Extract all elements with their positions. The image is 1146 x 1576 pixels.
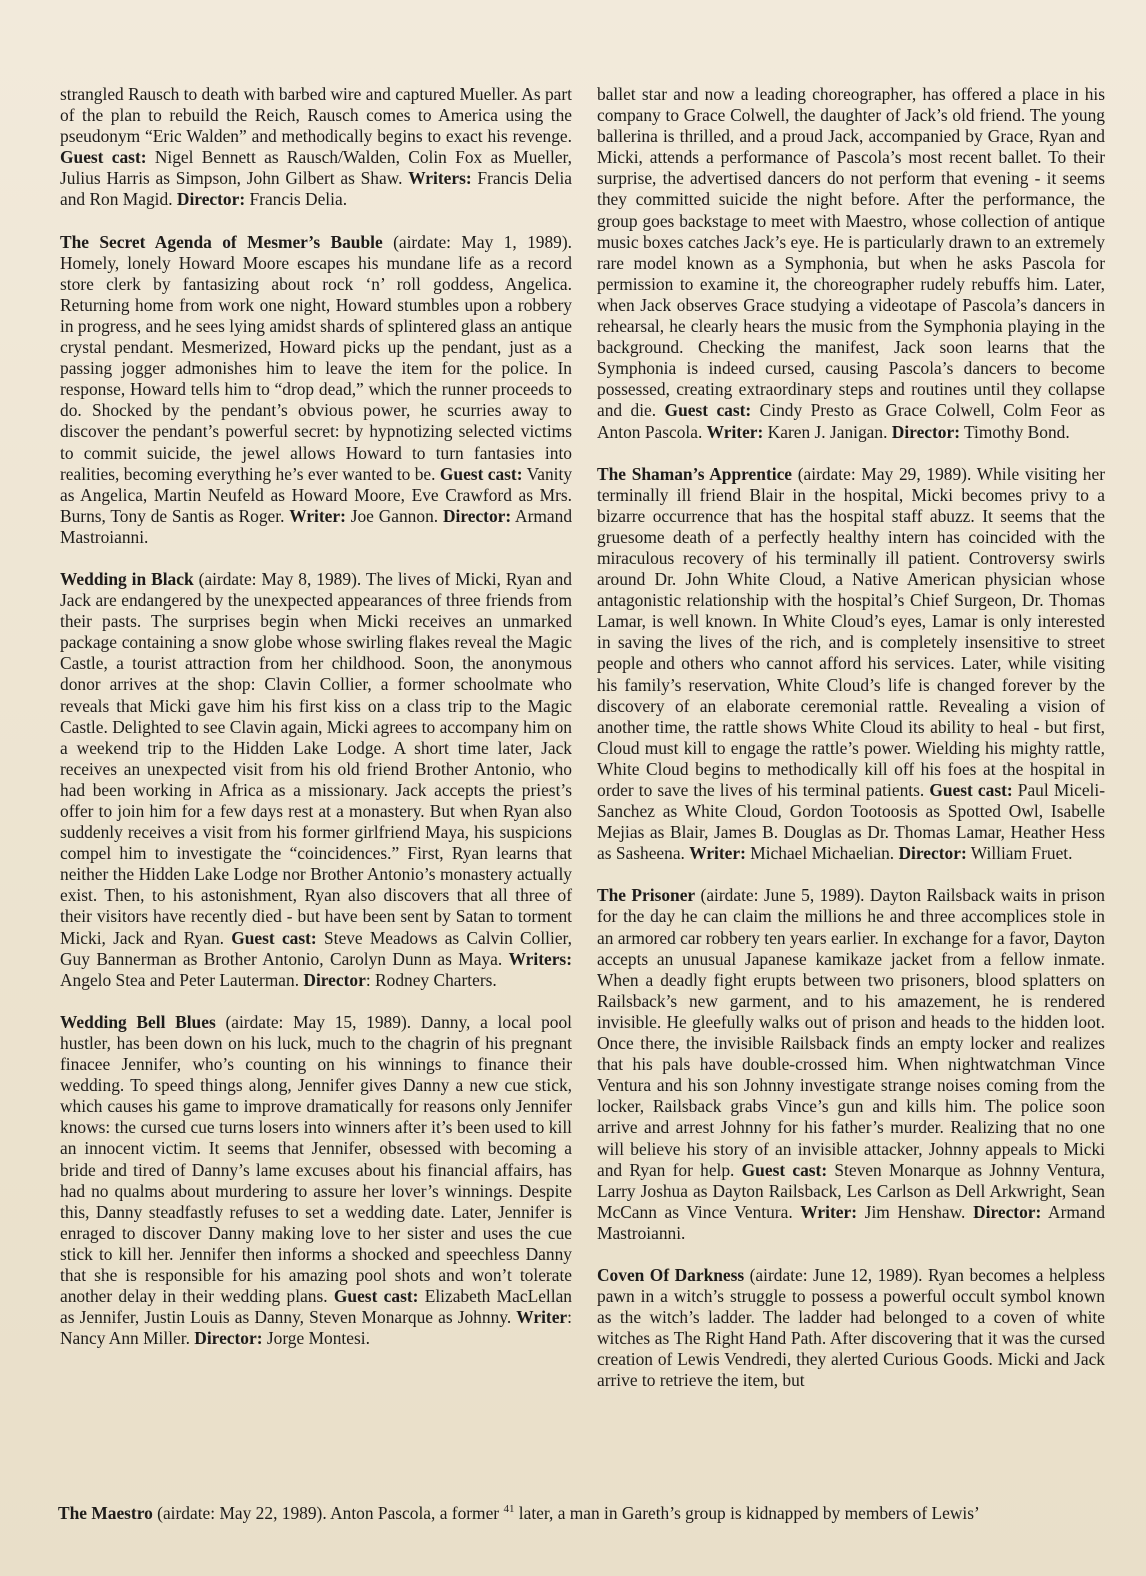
guest-cast-label: Guest cast: <box>333 1286 419 1307</box>
director-text: Francis Delia. <box>245 189 348 210</box>
page-number: 41 <box>503 1503 515 1515</box>
director-text: Armand Mastroianni. <box>60 505 573 547</box>
writers-text: Angelo Stea and Peter Lauterman. <box>60 969 304 990</box>
episode-the-prisoner <box>597 885 1105 1244</box>
guest-cast-text: Elizabeth MacLellan as Jennifer, Justin Louis as Danny, Steven Monarque as Johnny. <box>60 1286 572 1328</box>
writer-label: Writer: <box>289 505 346 526</box>
writer-text: Karen J. Janigan. <box>763 421 892 442</box>
guest-cast-text: Vanity as Angelica, Martin Neufeld as Howard Moore, Eve Crawford as Mrs. Burns, Tony de Santis as Roger. <box>60 463 573 526</box>
writer-label: Writer: <box>800 1201 857 1222</box>
guest-cast-text: Steve Meadows as Calvin Collier, Guy Bannerman as Brother Antonio, Carolyn Dunn as Maya. <box>60 927 572 969</box>
director-text: Armand Mastroianni. <box>597 1201 1106 1243</box>
episode-coven-of-darkness <box>597 1265 1105 1392</box>
writer-label: Writer: <box>706 421 764 442</box>
episode-title: Wedding in Black <box>60 568 194 589</box>
episode-rausch-continued <box>60 84 572 211</box>
writer-text: : Nancy Ann Miller. <box>60 1307 572 1349</box>
director-label: Director: <box>973 1201 1042 1222</box>
guest-cast-label: Guest cast: <box>231 927 317 948</box>
episode-title: The Prisoner <box>597 885 696 906</box>
episode-text: (airdate: May 8, 1989). The lives of Micki, Ryan and Jack are endangered by the unexpected appearances of three friends from their pasts. The surprises begin when Micki receives an unmarked package containing a snow globe whose swirling flakes reveal the Magic Castle, a tourist attraction from her childhood. Soon, the anonymous donor arrives at the shop: Clavin Collier, a former schoolmate who reveals that Micki gave him his first kiss on a class trip to the Magic Castle. Delighted to see Clavin again, Micki agrees to accompany him on a weekend trip to the Hidden Lake Lodge. A short time later, Jack receives an unexpected visit from his old friend Brother Antonio, who had been working in Africa as a missionary. Jack accepts the priest’s offer to join him for a few days rest at a monastery. But when Ryan also suddenly receives a visit from his former girlfriend Maya, his suspicions compel him to investigate the “coincidences.” First, Ryan learns that neither the Hidden Lake Lodge nor Brother Antonio’s monastery actually exist. Then, to his astonishment, Ryan also discovers that all three of their visitors have recently died - but have been sent by Satan to torment Micki, Jack and Ryan. <box>60 568 572 948</box>
episode-title-maestro: The Maestro <box>58 1502 153 1523</box>
guest-cast-label: Guest cast: <box>741 1159 828 1180</box>
episode-mesmers-bauble <box>60 232 572 548</box>
director-label: Director <box>303 969 366 990</box>
director-label: Director: <box>898 843 967 864</box>
episode-text: (airdate: June 5, 1989). Dayton Railsback waits in prison for the day he can claim the millions he and three accomplices stole in an armored car robbery ten years earlier. In exchange for a favor, Dayton accepts an unusual Japanese kamikaze jacket from a fellow inmate. When a deadly fight erupts between two prisoners, blood splatters on Railsback’s new garment, and to his amazement, he is rendered invisible. He gleefully walks out of prison and heads to the hidden loot. Once there, the invisible Railsback finds an empty locker and realizes that his pals have double-crossed him. When nightwatchman Vince Ventura and his son Johnny investigate strange noises coming from the locker, Railsback grabs Vince’s gun and kills him. The police soon arrive and arrest Johnny for his father’s murder. Realizing that no one will believe his story of an invisible attacker, Johnny appeals to Micki and Ryan for help. <box>597 885 1105 1180</box>
episode-wedding-bell-blues <box>60 1012 572 1350</box>
writer-text: Michael Michaelian. <box>745 843 899 864</box>
episode-title: The Shaman’s Apprentice <box>597 463 793 484</box>
coven-continued-text: later, a man in Gareth’s group is kidnapped by members of Lewis’ <box>514 1502 980 1523</box>
director-label: Director: <box>194 1328 263 1349</box>
writers-text: Francis Delia and Ron Magid. <box>60 168 572 210</box>
episode-text: (airdate: May 15, 1989). Danny, a local pool hustler, has been down on his luck, much to the chagrin of his pregnant finacee Jennifer, who’s counting on his winnings to finance their wedding. To speed things along, Jennifer gives Danny a new cue stick, which causes his game to improve dramatically for reasons only Jennifer knows: the cursed cue turns losers into winners after it’s been used to kill an innocent victim. It seems that Jennifer, obsessed with becoming a bride and tired of Danny’s lame excuses about his financial affairs, has had no qualms about murdering to assure her lover’s winnings. Despite this, Danny steadfastly refuses to set a wedding date. Later, Jennifer is enraged to discover Danny making love to her sister and uses the cue stick to kill her. Jennifer then informs a shocked and speechless Danny that she is responsible for his amazing pool shots and won’t tolerate another delay in their wedding plans. <box>60 1011 572 1307</box>
writer-label: Writer <box>516 1307 568 1328</box>
writer-text: Joe Gannon. <box>345 505 443 526</box>
episode-wedding-in-black <box>60 569 572 991</box>
guest-cast-label: Guest cast: <box>60 147 147 168</box>
episode-maestro-continued <box>597 84 1105 443</box>
director-text: Jorge Montesi. <box>262 1328 370 1349</box>
guest-cast-text: Paul Miceli-Sanchez as White Cloud, Gordon Tootoosis as Spotted Owl, Isabelle Mejias as Blair, James B. Douglas as Dr. Thomas Lamar, Heather Hess as Sasheena. <box>597 780 1106 864</box>
writer-text: Jim Henshaw. <box>857 1201 974 1222</box>
guest-cast-label: Guest cast: <box>664 400 752 421</box>
director-label: Director: <box>891 421 961 442</box>
episode-text: (airdate: May 1, 1989). Homely, lonely Howard Moore escapes his mundane life as a record store clerk by fantasizing about rock ‘n’ roll goddess, Angelica. Returning home from work one night, Howard stumbles upon a robbery in progress, and he sees lying amidst shards of splintered glass an antique crystal pendant. Mesmerized, Howard picks up the pendant, just as a passing jogger admonishes him to leave the item for the police. In response, Howard tells him to “drop dead,” which the runner proceeds to do. Shocked by the pendant’s obvious power, he scurries away to discover the pendant’s powerful secret: by hypnotizing selected victims to commit suicide, the jewel allows Howard to turn fantasies into realities, becoming everything he’s ever wanted to be. <box>60 231 572 484</box>
director-text: : Rodney Charters. <box>365 969 497 990</box>
writer-label: Writer: <box>689 843 746 864</box>
guest-cast-text: Steven Monarque as Johnny Ventura, Larry Joshua as Dayton Railsback, Les Carlson as Dell Arkwright, Sean McCann as Vince Ventura. <box>597 1159 1105 1222</box>
episode-text: ballet star and now a leading choreographer, has offered a place in his company to Grace Colwell, the daughter of Jack’s old friend. The young ballerina is thrilled, and a proud Jack, accompanied by Grace, Ryan and Micki, attends a performance of Pascola’s most recent ballet. To their surprise, the advertised dancers do not perform that evening - it seems they committed suicide the night before. After the performance, the group goes backstage to meet with Maestro, whose collection of antique music boxes catches Jack’s eye. He is particularly drawn to an extremely rare model known as a Symphonia, but when he asks Pascola for permission to examine it, the choreographer rudely rebuffs him. Later, when Jack observes Grace studying a videotape of Pascola’s dancers in rehearsal, he clearly hears the music from the Symphonia playing in the background. Checking the manifest, Jack soon learns that the Symphonia is indeed cursed, causing Pascola’s dancers to become possessed, creating extraordinary steps and routines until they collapse and die. <box>597 84 1105 421</box>
director-label: Director: <box>442 505 512 526</box>
director-text: Timothy Bond. <box>960 421 1070 442</box>
episode-title: The Secret Agenda of Mesmer’s Bauble <box>60 231 383 252</box>
episode-text: strangled Rausch to death with barbed wire and captured Mueller. As part of the plan to rebuild the Reich, Rausch comes to America using the pseudonym “Eric Walden” and methodically begins to exact his revenge. <box>60 84 572 147</box>
director-text: William Fruet. <box>966 843 1073 864</box>
right-column <box>597 84 1105 1413</box>
episode-title: Coven Of Darkness <box>597 1264 745 1285</box>
left-column <box>60 84 572 1370</box>
guest-cast-text: Nigel Bennett as Rausch/Walden, Colin Fox as Mueller, Julius Harris as Simpson, John Gilbert as Shaw. <box>60 147 572 189</box>
episode-text: (airdate: June 12, 1989). Ryan becomes a helpless pawn in a witch’s struggle to possess a powerful occult symbol known as the witch’s ladder. The ladder had belonged to a coven of white witches as The Right Hand Path. After discovering that it was the cursed creation of Lewis Vendredi, they alerted Curious Goods. Micki and Jack arrive to retrieve the item, but <box>597 1264 1105 1391</box>
guest-cast-label: Guest cast: <box>929 780 1013 800</box>
guest-cast-label: Guest cast: <box>439 463 523 484</box>
episode-shamans-apprentice <box>597 464 1105 865</box>
episode-text: (airdate: May 29, 1989). While visiting her terminally ill friend Blair in the hospital, Micki becomes privy to a bizarre occurrence that has the hospital staff abuzz. It seems that the gruesome death of a perfectly healthy intern has coincided with the miraculous recovery of his terminally ill patient. Controversy swirls around Dr. John White Cloud, a Native American physician whose antagonistic relationship with the hospital’s Chief Surgeon, Dr. Thomas Lamar, is well known. In White Cloud’s eyes, Lamar is only interested in saving the lives of the rich, and is completely insensitive to street people and others who cannot afford his services. Later, while visiting his family’s reservation, White Cloud’s life is changed forever by the discovery of an elaborate ceremonial rattle. Revealing a vision of another time, the rattle shows White Cloud its ability to heal - but first, Cloud must kill to engage the rattle’s power. Wielding his mighty rattle, White Cloud begins to methodically kill off his foes at the hospital in order to save the lives of his terminal patients. <box>597 463 1105 800</box>
writers-label: Writers: <box>508 948 572 969</box>
writers-label: Writers: <box>408 168 472 189</box>
guest-cast-text: Cindy Presto as Grace Colwell, Colm Feor as Anton Pascola. <box>597 400 1105 442</box>
bottom-line <box>58 1499 1108 1524</box>
episode-text: (airdate: May 22, 1989). Anton Pascola, a former <box>152 1502 504 1523</box>
director-label: Director: <box>176 189 246 210</box>
episode-title: Wedding Bell Blues <box>60 1011 216 1032</box>
